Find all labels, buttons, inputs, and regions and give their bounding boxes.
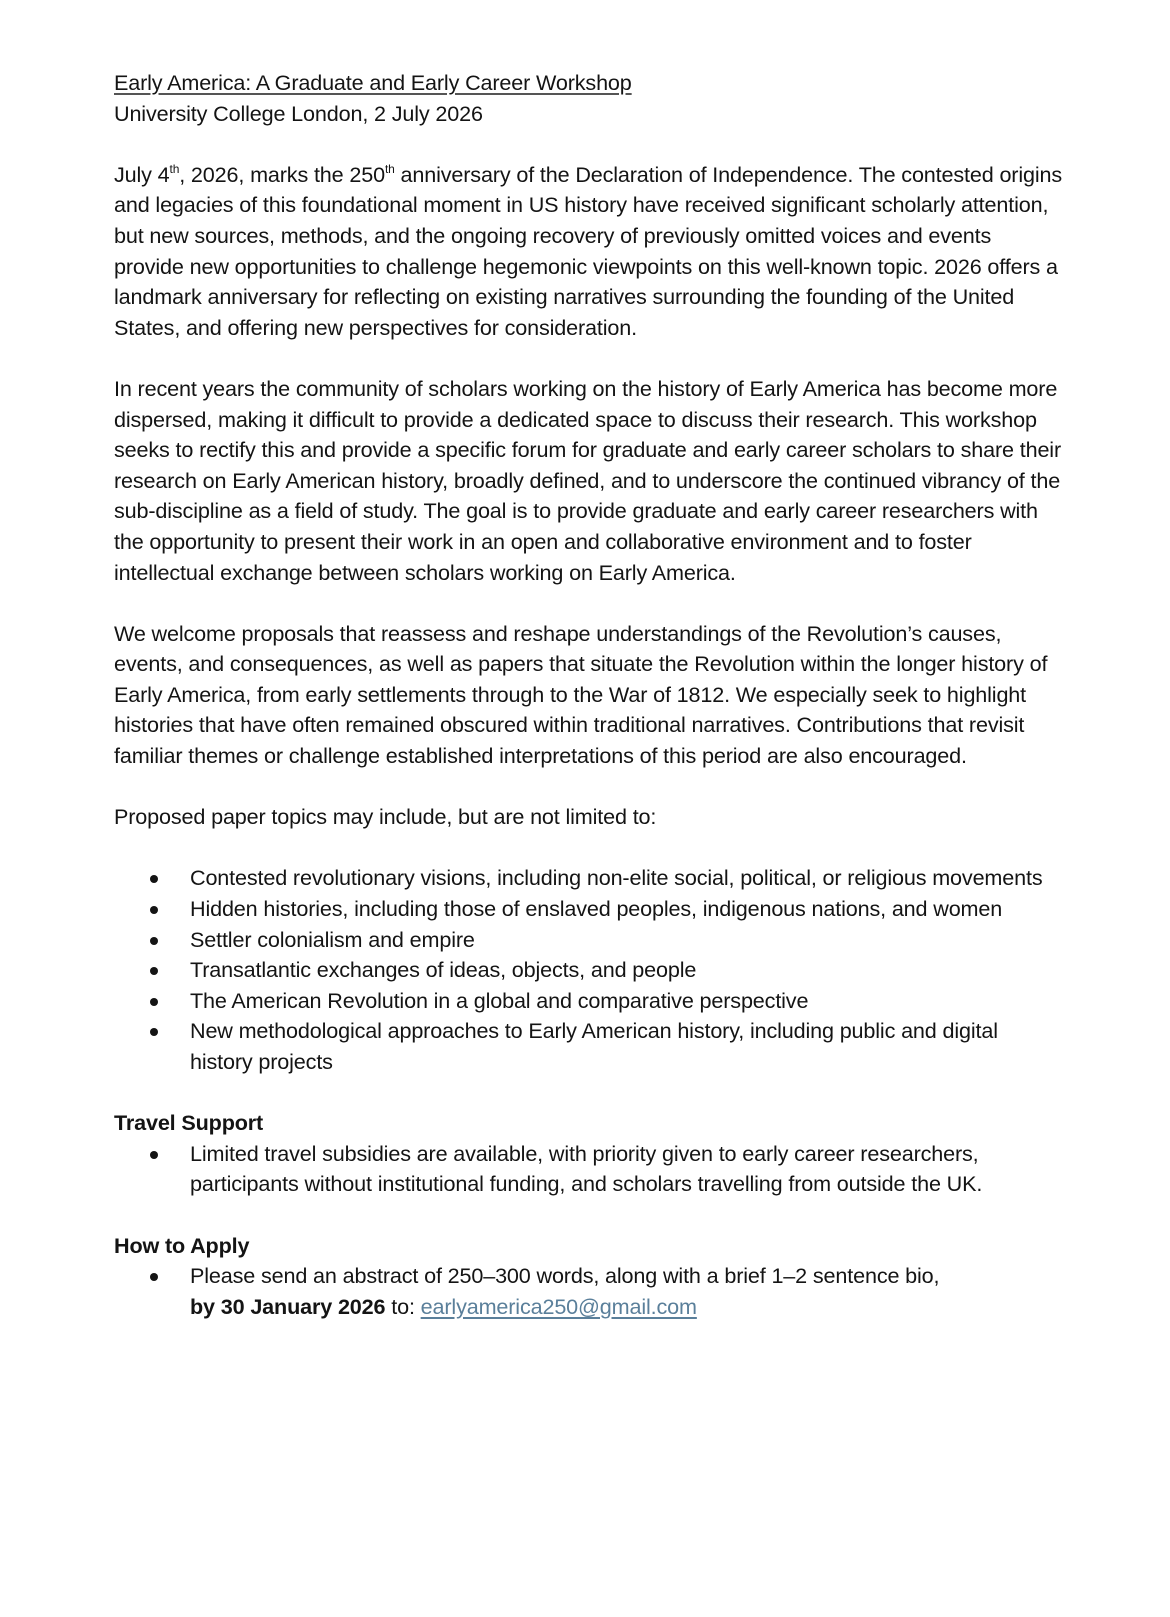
bullet-icon: [150, 906, 158, 914]
list-item: [114, 955, 1064, 986]
bullet-icon: [150, 967, 158, 975]
list-item: [114, 986, 1064, 1017]
list-item: [114, 894, 1064, 925]
list-item-text: Transatlantic exchanges of ideas, objects, and people: [190, 957, 697, 983]
list-item: [114, 925, 1064, 956]
list-item-text: Contested revolutionary visions, including non-elite social, political, or religious movements: [190, 865, 1043, 891]
list-item: [114, 1139, 1064, 1200]
bullet-icon: [150, 937, 158, 945]
spacer: [114, 772, 1064, 803]
how-to-apply-heading: How to Apply: [114, 1232, 250, 1258]
document-title: Early America: A Graduate and Early Career Workshop: [114, 70, 632, 95]
list-item-text: Settler colonialism and empire: [190, 926, 475, 952]
paragraph-community: In recent years the community of scholars working on the history of Early America has become more dispersed, making it difficult to provide a dedicated space to discuss their research. This workshop seeks to rectify this and provide a specific forum for graduate and early career scholars to share their research on Early American history, broadly defined, and to underscore the continued vibrancy of the sub-discipline as a field of study. The goal is to provide graduate and early career researchers with the opportunity to present their work in an open and collaborative environment and to foster intellectual exchange between scholars working on Early America.: [114, 375, 1061, 585]
bullet-icon: [150, 1028, 158, 1036]
intro-text: July 4: [114, 161, 170, 187]
document-page: [114, 68, 1064, 1322]
document-subtitle: University College London, 2 July 2026: [114, 100, 483, 126]
spacer: [114, 588, 1064, 619]
intro-text: anniversary of the Declaration of Independence. The contested origins and legacies of this foundational moment in US history have received significant scholarly attention, but new sources, methods, and the ongoing recovery of previously omitted voices and events provide new opportunities to challenge hegemonic viewpoints on this well-known topic. 2026 offers a landmark anniversary for reflecting on existing narratives surrounding the founding of the United States, and offering new perspectives for consideration.: [114, 161, 1063, 340]
travel-support-heading: Travel Support: [114, 1110, 264, 1136]
list-item: [114, 1261, 1064, 1322]
deadline-text: by 30 January 2026: [190, 1293, 386, 1319]
list-item-text: New methodological approaches to Early American history, including public and digital history projects: [190, 1018, 998, 1074]
apply-list: [114, 1261, 1064, 1322]
list-item-text: Hidden histories, including those of enslaved peoples, indigenous nations, and women: [190, 896, 1003, 922]
spacer: [114, 129, 1064, 160]
list-item-text: Limited travel subsidies are available, with priority given to early career researchers, participants without institutional funding, and scholars travelling from outside the UK.: [190, 1140, 983, 1197]
email-link[interactable]: earlyamerica250@gmail.com: [420, 1293, 697, 1319]
paragraph-proposals: We welcome proposals that reassess and reshape understandings of the Revolution’s causes, events, and consequences, as well as papers that situate the Revolution within the longer history of Early America, from early settlements through to the War of 1812. We especially seek to highlight histories that have often remained obscured within traditional narratives. Contributions that revisit familiar themes or challenge established interpretations of this period are also encouraged.: [114, 620, 1048, 769]
bullet-icon: [150, 1151, 158, 1159]
spacer: [114, 343, 1064, 374]
travel-list: [114, 1139, 1064, 1200]
superscript: th: [384, 161, 395, 176]
spacer: [114, 1078, 1064, 1109]
intro-text: , 2026, marks the 250: [179, 161, 385, 187]
superscript: th: [169, 161, 180, 176]
list-item: [114, 863, 1064, 894]
to-text: to:: [385, 1293, 421, 1319]
bullet-icon: [150, 875, 158, 883]
list-item-text: The American Revolution in a global and comparative perspective: [190, 987, 809, 1013]
spacer: [114, 833, 1064, 864]
paragraph-topics-intro: Proposed paper topics may include, but are not limited to:: [114, 804, 657, 830]
spacer: [114, 1200, 1064, 1231]
intro-paragraph: [114, 160, 1064, 344]
topics-list: [114, 863, 1064, 1077]
list-item: [114, 1016, 1064, 1077]
apply-text: Please send an abstract of 250–300 words, along with a brief 1–2 sentence bio,: [190, 1263, 940, 1289]
bullet-icon: [150, 998, 158, 1006]
bullet-icon: [150, 1273, 158, 1281]
